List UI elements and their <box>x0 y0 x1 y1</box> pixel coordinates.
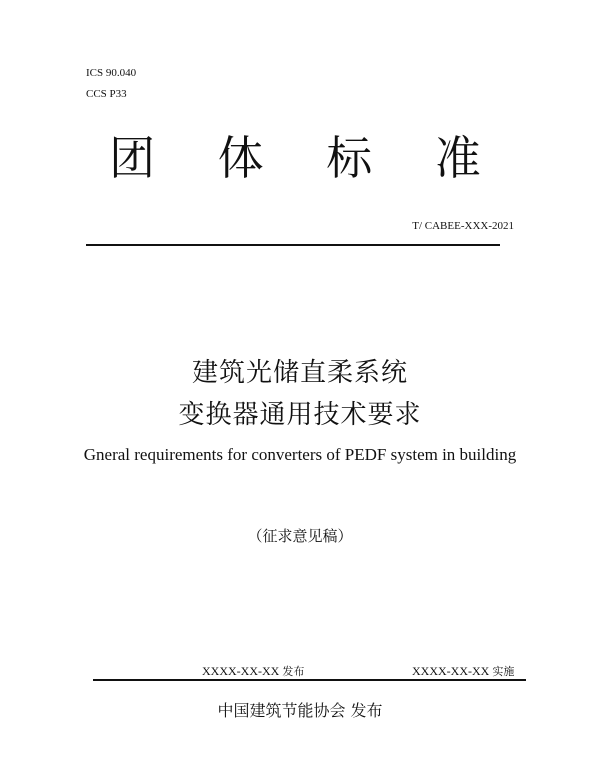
implementation-date <box>412 663 514 680</box>
title-english: Gneral requirements for converters of PEDF system in building <box>83 445 517 464</box>
implementation-date-label: 实施 <box>492 665 515 678</box>
publish-date-label: 发布 <box>282 665 305 678</box>
publish-date-value: XXXX-XX-XX <box>202 664 280 678</box>
title-chinese-line-1: 建筑光储直柔系统 <box>191 358 408 388</box>
ccs-code: CCS P33 <box>86 88 127 100</box>
standard-type-heading: 团 体 标 准 <box>109 131 505 185</box>
standard-number: T/ CABEE-XXX-2021 <box>412 220 514 232</box>
header-divider <box>86 244 500 246</box>
publisher: 中国建筑节能协会 发布 <box>217 701 383 720</box>
implementation-date-value: XXXX-XX-XX <box>412 664 490 678</box>
footer-divider <box>93 679 526 681</box>
draft-status: （征求意见稿） <box>247 527 353 545</box>
ics-code: ICS 90.040 <box>86 67 137 79</box>
publish-date <box>202 663 304 680</box>
title-chinese-line-2: 变换器通用技术要求 <box>178 400 422 430</box>
